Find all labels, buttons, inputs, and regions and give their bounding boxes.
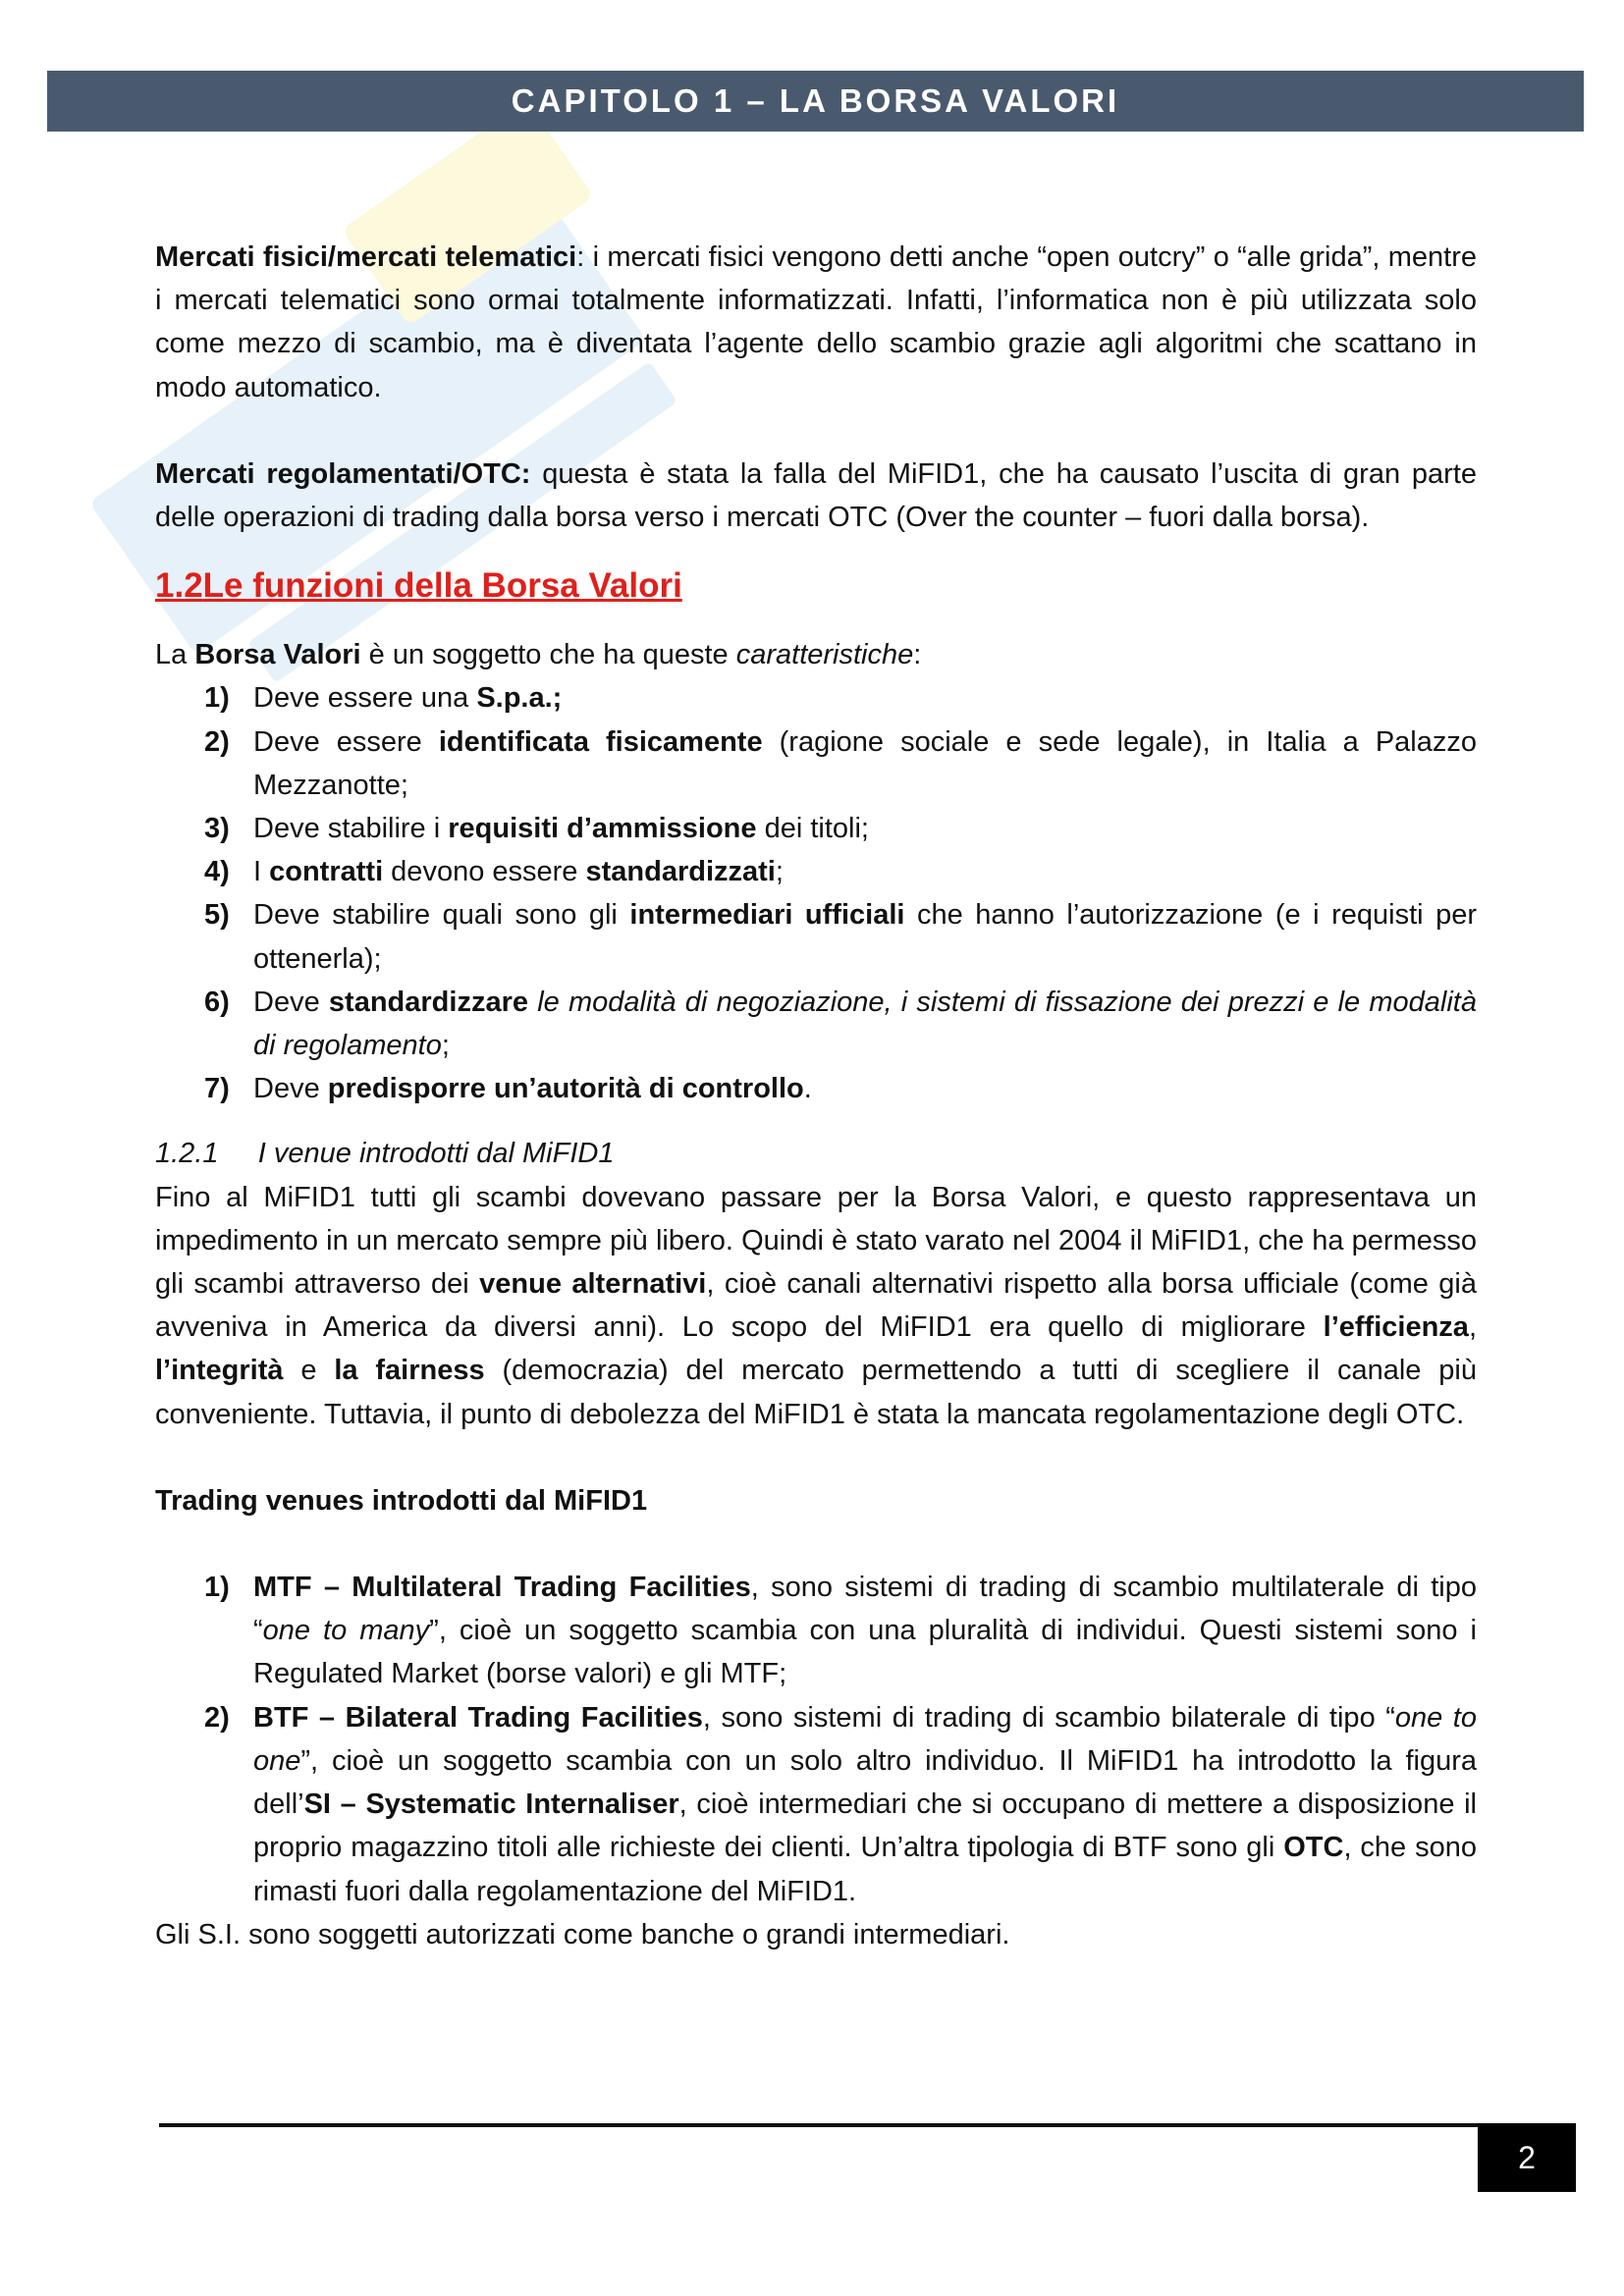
chapter-header <box>47 71 1584 132</box>
list-item: 1) Deve essere una S.p.a.; <box>204 682 563 715</box>
section-title: Le funzioni della Borsa Valori <box>202 566 682 606</box>
paragraph-mercati-regolamentati: Mercati regolamentati/OTC: questa è stata la falla del MiFID1, che ha causato l’uscita di gran parte delle operazioni di trading dalla borsa verso i mercati OTC (Over the counter – fuori dalla borsa). <box>155 457 1478 534</box>
list-item: 1) MTF – Multilateral Trading Facilities, sono sistemi di trading di scambio multilaterale di tipo “one to many”, cioè un soggetto scambia con una pluralità di individui. Questi sistemi sono i Regulated Market (borse valori) e gli MTF; <box>204 1572 1478 1690</box>
footer-rule <box>159 2123 1479 2127</box>
list-item: 2) Deve essere identificata fisicamente (ragione sociale e sede legale), in Italia a Palazzo Mezzanotte; <box>204 725 1477 801</box>
section-heading <box>155 561 1477 612</box>
closing-line: Gli S.I. sono soggetti autorizzati come banche o grandi intermediari. <box>155 1918 1010 1950</box>
venues-list <box>155 1566 1477 1913</box>
list-item: 7) Deve predisporre un’autorità di controllo. <box>204 1073 812 1105</box>
list-item: 3) Deve stabilire i requisiti d’ammissione dei titoli; <box>204 813 869 845</box>
list-item: 2) BTF – Bilateral Trading Facilities, sono sistemi di trading di scambio bilaterale di tipo “one to one”, cioè un soggetto scambia con un solo altro individuo. Il MiFID1 ha introdotto la figura dell’SI – Systematic Internaliser, cioè intermediari che si occupano di mettere a disposizione il proprio magazzino titoli alle richieste dei clienti. Un’altra tipologia di BTF sono gli OTC, che sono rimasti fuori dalla regolamentazione del MiFID1. <box>204 1701 1477 1907</box>
paragraph-mercati-fisici: Mercati fisici/mercati telematici: i mercati fisici vengono detti anche “open outcry” o “alle grida”, mentre i mercati telematici sono ormai totalmente informatizzati. Infatti, l’informatica non è più utilizzata solo come mezzo di scambio, ma è diventata l’agente dello scambio grazie agli algoritmi che scattano in modo automatico. <box>155 241 1477 403</box>
list-item: 6) Deve standardizzare le modalità di negoziazione, i sistemi di fissazione dei prezzi e le modalità di regolamento; <box>204 986 1477 1062</box>
subsection-number: 1.2.1 <box>155 1138 219 1170</box>
subsection-heading <box>155 1132 1477 1175</box>
page-number: 2 <box>1478 2123 1576 2192</box>
page-content <box>155 236 1477 1956</box>
chapter-title: CAPITOLO 1 – LA BORSA VALORI <box>511 82 1120 119</box>
intro-line: La Borsa Valori è un soggetto che ha queste caratteristiche: <box>155 639 922 671</box>
list-item: 5) Deve stabilire quali sono gli intermediari ufficiali che hanno l’autorizzazione (e i requisti per ottenerla); <box>204 899 1478 975</box>
venues-heading: Trading venues introdotti dal MiFID1 <box>155 1484 648 1517</box>
paragraph-mifid1: Fino al MiFID1 tutti gli scambi dovevano passare per la Borsa Valori, e questo rappresentava un impedimento in un mercato sempre più libero. Quindi è stato varato nel 2004 il MiFID1, che ha permesso gli scambi attraverso dei venue alternativi, cioè canali alternativi rispetto alla borsa ufficiale (come già avveniva in America da diversi anni). Lo scopo del MiFID1 era quello di migliorare l’efficienza, l’integrità e la fairness (democrazia) del mercato permettendo a tutti di scegliere il canale più conveniente. Tuttavia, il punto di debolezza del MiFID1 è stata la mancata regolamentazione degli OTC. <box>155 1181 1477 1430</box>
list-item: 4) I contratti devono essere standardizzati; <box>204 856 784 888</box>
subsection-title: I venue introdotti dal MiFID1 <box>257 1138 615 1170</box>
characteristics-list <box>155 676 1477 1110</box>
section-number: 1.2 <box>155 566 203 606</box>
